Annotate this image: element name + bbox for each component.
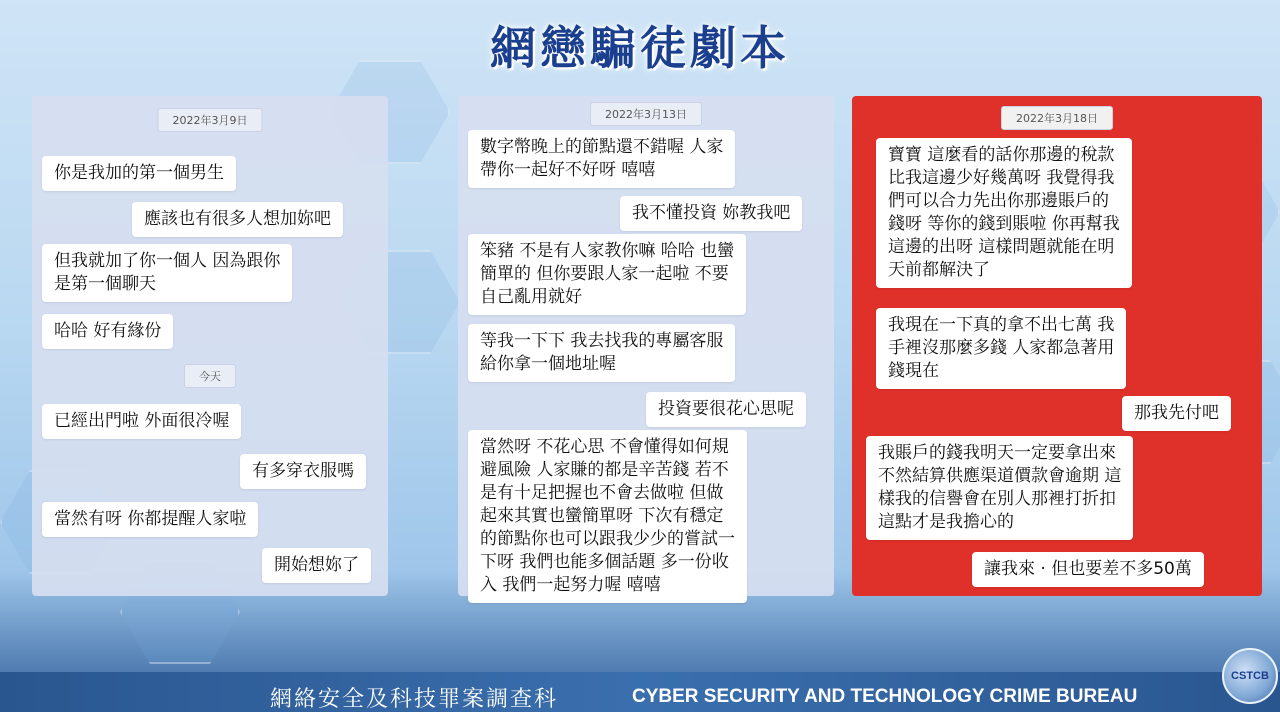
chat-today-label: 今天 bbox=[184, 364, 236, 388]
chat-message: 數字幣晚上的節點還不錯喔 人家 帶你一起好不好呀 嘻嘻 bbox=[468, 130, 735, 188]
chat-message: 讓我來 · 但也要差不多50萬 bbox=[972, 552, 1204, 587]
chat-message: 我不懂投資 妳教我吧 bbox=[620, 196, 802, 231]
chat-message: 等我一下下 我去找我的專屬客服 給你拿一個地址喔 bbox=[468, 324, 735, 382]
chat-message: 當然呀 不花心思 不會懂得如何規 避風險 人家賺的都是辛苦錢 若不 是有十足把握也不會去做啦 但做 起來其實也蠻簡單呀 下次有穩定 的節點你也可以跟我少少的嘗試一 下呀 我們也能多個話題 多一份收 入 我們一起努力喔 嘻嘻 bbox=[468, 430, 747, 603]
chat-message: 應該也有很多人想加妳吧 bbox=[132, 202, 343, 237]
chat-panel-2 bbox=[458, 96, 834, 596]
footer-english-name: CYBER SECURITY AND TECHNOLOGY CRIME BUREAU bbox=[632, 686, 1138, 707]
footer-chinese-name: 網絡安全及科技罪案調查科 bbox=[270, 687, 559, 712]
chat-message: 已經出門啦 外面很冷喔 bbox=[42, 404, 241, 439]
page-title: 網戀騙徒劇本 bbox=[490, 21, 790, 75]
chat-message: 開始想妳了 bbox=[262, 548, 371, 583]
chat-date: 2022年3月13日 bbox=[590, 102, 702, 126]
chat-message: 那我先付吧 bbox=[1122, 396, 1231, 431]
chat-message: 寶寶 這麼看的話你那邊的稅款 比我這邊少好幾萬呀 我覺得我 們可以合力先出你那邊賬戶的 錢呀 等你的錢到賬啦 你再幫我 這邊的出呀 這樣問題就能在明 天前都解決了 bbox=[876, 138, 1132, 288]
logo-text: CSTCB bbox=[1231, 670, 1269, 682]
cstcb-logo-icon bbox=[1222, 648, 1278, 704]
chat-message: 有多穿衣服嗎 bbox=[240, 454, 366, 489]
chat-panel-1 bbox=[32, 96, 388, 596]
chat-message: 你是我加的第一個男生 bbox=[42, 156, 236, 191]
chat-message: 笨豬 不是有人家教你嘛 哈哈 也蠻 簡單的 但你要跟人家一起啦 不要 自己亂用就好 bbox=[468, 234, 746, 315]
chat-message: 當然有呀 你都提醒人家啦 bbox=[42, 502, 258, 537]
chat-message: 但我就加了你一個人 因為跟你 是第一個聊天 bbox=[42, 244, 292, 302]
chat-message: 投資要很花心思呢 bbox=[646, 392, 806, 427]
chat-message: 我現在一下真的拿不出七萬 我 手裡沒那麼多錢 人家都急著用 錢現在 bbox=[876, 308, 1126, 389]
chat-date: 2022年3月9日 bbox=[158, 108, 263, 132]
chat-date: 2022年3月18日 bbox=[1001, 106, 1113, 130]
chat-message: 我賬戶的錢我明天一定要拿出來 不然結算供應渠道價款會逾期 這 樣我的信譽會在別人那裡打折扣 這點才是我擔心的 bbox=[866, 436, 1133, 540]
chat-panel-3 bbox=[852, 96, 1262, 596]
chat-message: 哈哈 好有緣份 bbox=[42, 314, 173, 349]
